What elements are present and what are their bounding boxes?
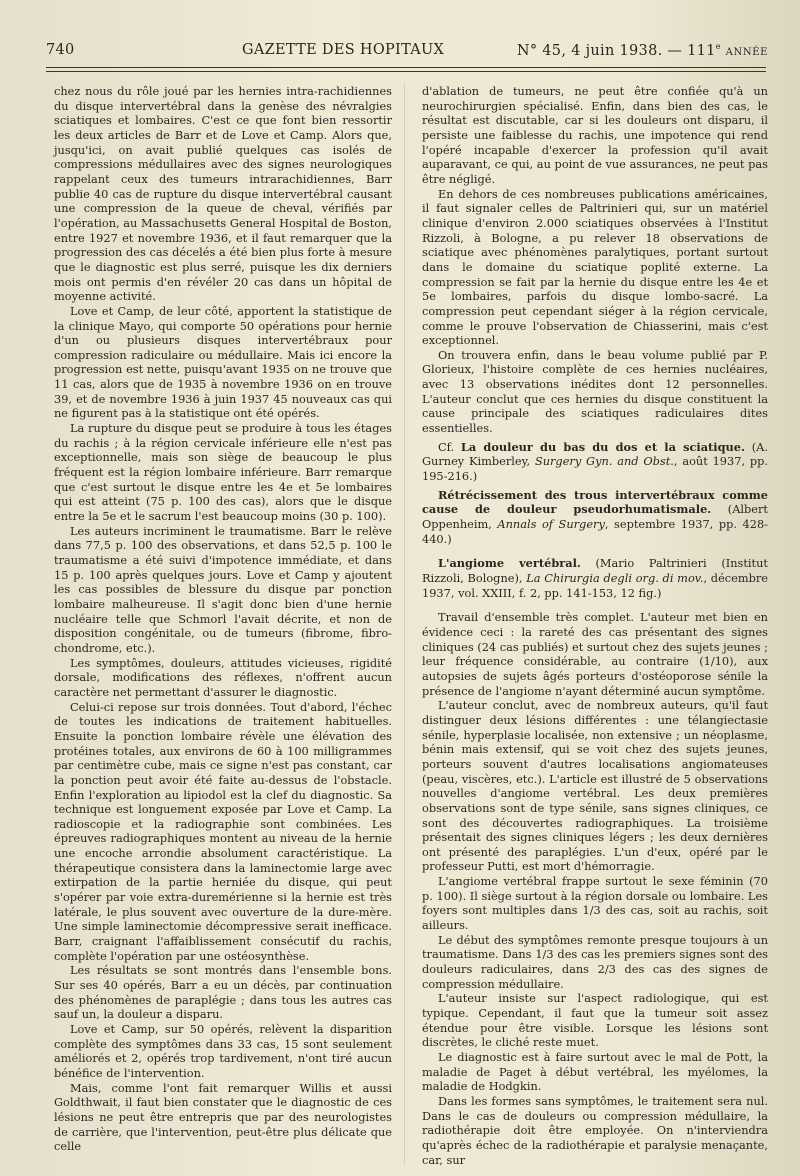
paragraph: Le début des symptômes remonte presque toujours à un traumatisme. Dans 1/3 des cas les premiers signes sont des douleurs radiculaires, dans 2/3 des cas des signes de compression médullaire. xyxy=(422,932,768,991)
reference-entry xyxy=(422,488,768,547)
paragraph: Le diagnostic est à faire surtout avec le mal de Pott, la maladie de Paget à début vertébral, les myélomes, la maladie de Hodgkin. xyxy=(422,1050,768,1094)
paragraph: chez nous du rôle joué par les hernies intra-rachidiennes du disque intervertébral dans la genèse des névralgies sciatiques et lombaires. C'est ce que font bien ressortir les deux articles de Barr et de Love et Camp. Alors que, jusqu'ici, on avait publié quelques cas isolés de compressions médullaires avec des signes neurologiques rappelant ceux des tumeurs intrarachidiennes, Barr publie 40 cas de rupture du disque intervertébral causant une compression de la queue de cheval, vérifiés par l'opération, au Massachusetts General Hospital de Boston, entre 1927 et novembre 1936, et il faut remarquer que la progression des cas décelés a été bien plus forte à mesure que le diagnostic est plus serré, puisque les dix derniers mois ont permis d'en révéler 20 cas dans un hôpital de moyenne activité. xyxy=(54,84,392,304)
reference-title: Rétrécissement des trous intervertébraux comme cause de douleur pseudorhumatismale. xyxy=(422,487,768,517)
paragraph: d'ablation de tumeurs, ne peut être confiée qu'à un neurochirurgien spécialisé. Enfin, dans bien des cas, le résultat est discutable, car si les douleurs ont disparu, il persiste une faiblesse du rachis, une impotence qui rend l'opéré incapable d'exercer la profession qu'il avait auparavant, ce qui, au point de vue assurances, ne peut pas être négligé. xyxy=(422,84,768,186)
paragraph: L'angiome vertébral frappe surtout le sexe féminin (70 p. 100). Il siège surtout à la région dorsale ou lombaire. Les foyers sont multiples dans 1/3 des cas, soit au rachis, soit ailleurs. xyxy=(422,874,768,933)
reference-journal: Annals of Surgery xyxy=(497,517,605,532)
paragraph: L'auteur insiste sur l'aspect radiologique, qui est typique. Cependant, il faut que la tumeur soit assez étendue pour être visible. Lorsque les lésions sont discrètes, le cliché reste muet. xyxy=(422,991,768,1050)
reference-author: (Mario Paltrinieri (Institut Rizzoli, Bologne), xyxy=(422,556,768,585)
reference-entry xyxy=(422,556,768,600)
journal-title: GAZETTE DES HOPITAUX xyxy=(242,42,445,58)
paragraph: Love et Camp, de leur côté, apportent la statistique de la clinique Mayo, qui comporte 50 opérations pour hernie d'un ou plusieurs disques intervertébraux pour compression radiculaire ou médullaire. Mais ici encore la progression est nette, puisqu'avant 1935 on ne trouve que 11 cas, alors que de 1935 à novembre 1936 on en trouve 39, et de novembre 1936 à juin 1937 45 nouveaux cas qui ne figurent pas à la statistique ont été opérés. xyxy=(54,303,392,421)
reference-title: La douleur du bas du dos et la sciatique. xyxy=(460,439,745,454)
reference-journal: Surgery Gyn. and Obst. xyxy=(534,454,674,469)
reference-title: L'angiome vertébral. xyxy=(438,556,581,571)
paragraph: Love et Camp, sur 50 opérés, relèvent la disparition complète des symptômes dans 33 cas, 15 sont seulement améliorés et 2, opérés trop tardivement, n'ont tiré aucun bénéfice de l'intervention. xyxy=(54,1022,392,1080)
reference-details: , décembre 1937, vol. XXIII, f. 2, pp. 141-153, 12 fig.) xyxy=(422,571,768,600)
paragraph: La rupture du disque peut se produire à tous les étages du rachis ; à la région cervicale inférieure elle n'est pas exceptionnelle, mais son siège de beaucoup le plus fréquent est la région lombaire inférieure. Barr remarque que c'est surtout le disque entre les 4e et 5e lombaires qui est atteint (75 p. 100 des cas), alors que le disque entre la 5e et le sacrum l'est beaucoup moins (30 p. 100). xyxy=(54,421,392,524)
paragraph: L'auteur conclut, avec de nombreux auteurs, qu'il faut distinguer deux lésions différentes : une télangiectasie sénile, hyperplasie localisée, non extensive ; un néoplasme, bénin mais extensif, qui se voit chez des sujets jeunes, porteurs souvent d'autres localisations angiomateuses (peau, viscères, etc.). L'article est illustré de 5 observations nouvelles d'angiome vertébral. Les deux premières observations sont de type sénile, sans signes cliniques, ce sont des découvertes radiographiques. La troisième présentait des signes cliniques légers ; les deux dernières ont présenté des paraplégies. L'un d'eux, opéré par le professeur Putti, est mort d'hémorragie. xyxy=(422,698,768,874)
left-column xyxy=(54,84,392,1154)
paragraph: Les résultats se sont montrés dans l'ensemble bons. Sur ses 40 opérés, Barr a eu un décès, par continuation des phénomènes de paraplégie ; dans tous les autres cas sauf un, la douleur a disparu. xyxy=(54,963,392,1022)
paragraph: Les auteurs incriminent le traumatisme. Barr le relève dans 77,5 p. 100 des observations, et dans 52,5 p. 100 le traumatisme a été suivi d'impotence immédiate, et dans 15 p. 100 après quelques jours. Love et Camp y ajoutent les cas possibles de blessure du disque par ponction lombaire malheureuse. Il s'agit donc bien d'une hernie nucléaire telle que Schmorl l'avait décrite, et non de disposition congénitale, ou de tumeurs (fibrome, fibro-chondrome, etc.). xyxy=(54,523,392,655)
paragraph: En dehors de ces nombreuses publications américaines, il faut signaler celles de Paltrinieri qui, sur un matériel clinique d'environ 2.000 sciatiques observées à l'Institut Rizzoli, à Bologne, a pu relever 18 observations de sciatique avec phénomènes paralytiques, portant surtout dans le domaine du sciatique poplité externe. La compression se fait par la hernie du disque entre les 4e et 5e lombaires, parfois du disque lombo-sacré. La compression peut cependant siéger à la région cervicale, comme le prouve l'observation de Chiasserini, mais c'est exceptionnel. xyxy=(422,186,768,348)
running-header xyxy=(46,40,768,68)
reference-details: , août 1937, pp. 195-216.) xyxy=(422,454,768,484)
paragraph: Les symptômes, douleurs, attitudes vicieuses, rigidité dorsale, modifications des réflexes, n'offrent aucun caractère net permettant d'assurer le diagnostic. xyxy=(54,655,392,699)
reference-details: , septembre 1937, pp. 428-440.) xyxy=(422,517,769,546)
reference-author: (Albert Oppenheim, xyxy=(422,502,768,532)
header-rule-thin xyxy=(46,71,766,72)
reference-author: (A. Gurney Kimberley, xyxy=(422,439,768,469)
reference-prefix: Cf. xyxy=(438,439,461,454)
issue-info xyxy=(517,42,768,59)
header-rule-thick xyxy=(46,67,766,68)
reference-entry xyxy=(422,440,768,484)
issue-ordinal: e xyxy=(715,42,721,51)
paragraph: On trouvera enfin, dans le beau volume publié par P. Glorieux, l'histoire complète de ces hernies nucléaires, avec 13 observations inédites dont 12 personnelles. L'auteur conclut que ces hernies du disque constituent la cause principale des sciatiques radiculaires dites essentielles. xyxy=(422,347,768,436)
paragraph: Travail d'ensemble très complet. L'auteur met bien en évidence ceci : la rareté des cas présentant des signes cliniques (24 cas publiés) et surtout chez des sujets jeunes ; leur fréquence considérable, au contraire (1/10), aux autopsies de sujets âgés porteurs d'ostéoporose sénile la présence de l'angiome n'ayant déterminé aucun symptôme. xyxy=(422,610,768,698)
column-divider xyxy=(404,84,405,1164)
paragraph: Celui-ci repose sur trois données. Tout d'abord, l'échec de toutes les indications de traitement habituelles. Ensuite la ponction lombaire révèle une élévation des protéines totales, aux environs de 60 à 100 milligrammes par centimètre cube, mais ce signe n'est pas constant, car la ponction peut avoir été faite au-dessus de l'obstacle. Enfin l'exploration au lipiodol est la clef du diagnostic. Sa technique est longuement exposée par Love et Camp. La radioscopie et la radiographie sont combinées. Les épreuves radiographiques montent au niveau de la hernie une encoche arrondie absolument caractéristique. La thérapeutique consistera dans la laminectomie large avec extirpation de la partie herniée du disque, qui peut s'opérer par voie extra-duremérienne si la hernie est très latérale, le plus souvent avec ouverture de la dure-mère. Une simple laminectomie décompressive serait inefficace. Barr, craignant l'affaiblissement consécutif du rachis, complète l'opération par une ostéosynthèse. xyxy=(54,699,392,963)
reference-journal: La Chirurgia degli org. di mov. xyxy=(526,571,704,585)
page-number: 740 xyxy=(46,42,75,58)
right-column xyxy=(422,84,768,1167)
issue-date: N° 45, 4 juin 1938. — 111 xyxy=(516,42,716,59)
paragraph: Mais, comme l'ont fait remarquer Willis et aussi Goldthwait, il faut bien constater que le diagnostic de ces lésions ne peut être entrepris que par des neurologistes de carrière, que l'intervention, peut-être plus délicate que celle xyxy=(54,1080,392,1154)
issue-annee: ANNÉE xyxy=(725,46,768,58)
paragraph: Dans les formes sans symptômes, le traitement sera nul. Dans le cas de douleurs ou compression médullaire, la radiothérapie doit être employée. On n'interviendra qu'après échec de la radiothérapie et paralysie menaçante, car, sur xyxy=(422,1093,768,1167)
